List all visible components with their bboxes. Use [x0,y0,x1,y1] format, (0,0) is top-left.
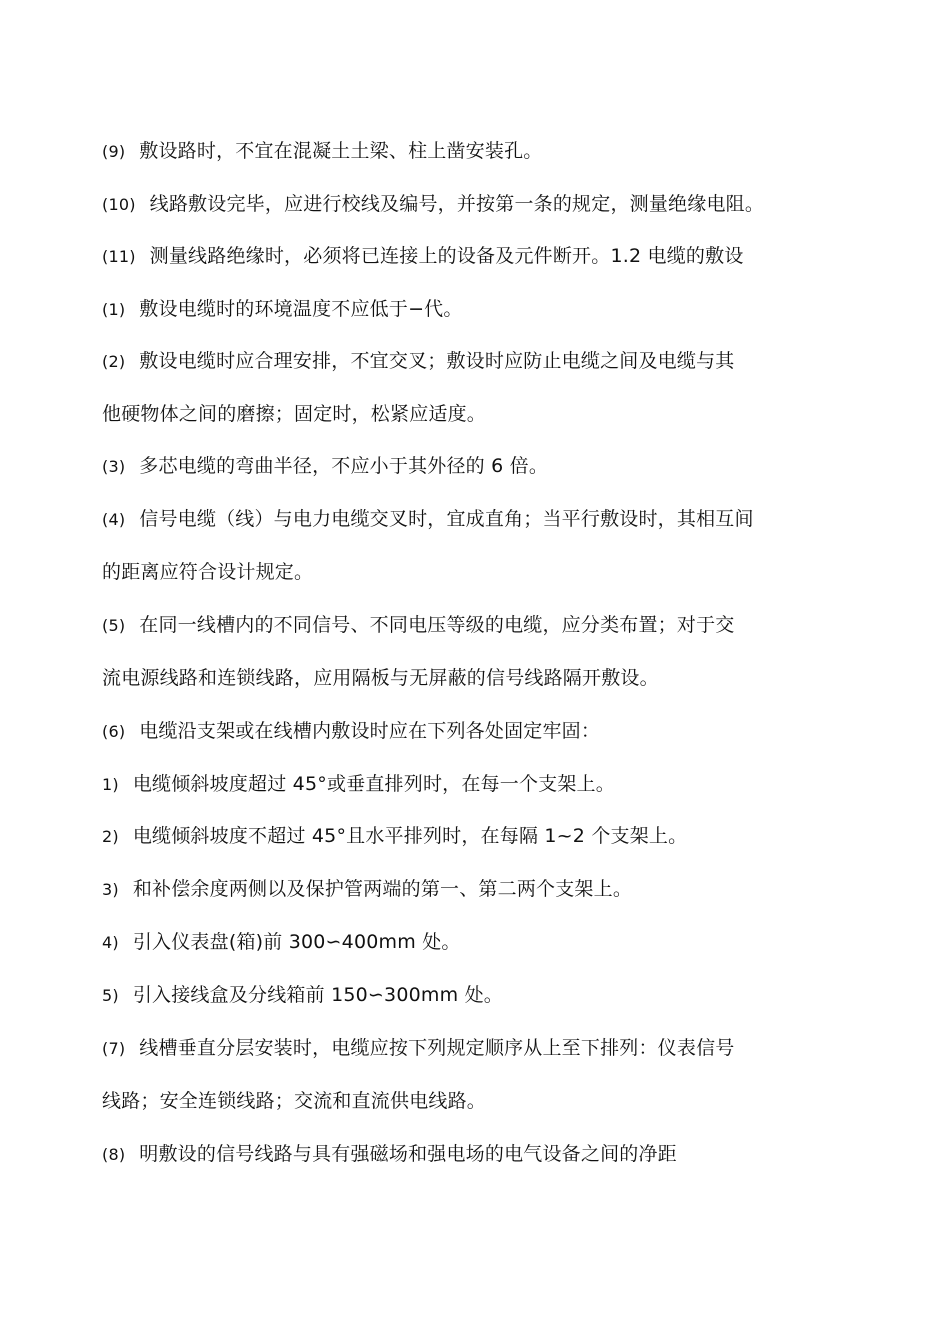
item-number: (8) [102,1145,126,1164]
item-text: 敷设电缆时应合理安排，不宜交叉；敷设时应防止电缆之间及电缆与其 [139,350,735,372]
item-number: 5) [102,986,119,1005]
item-text: 信号电缆（线）与电力电缆交叉时，宜成直角；当平行敷设时，其相互间 [139,508,754,530]
text-line [102,823,687,850]
item-text: 和补偿余度两侧以及保护管两端的第一、第二两个支架上。 [132,878,633,900]
item-number: (5) [102,616,126,635]
text-line [102,665,659,691]
text-line [102,453,548,480]
item-text: 明敷设的信号线路与具有强磁场和强电场的电气设备之间的净距 [139,1143,677,1165]
item-number: 2) [102,827,119,846]
text-line [102,612,734,639]
item-number: 3) [102,880,119,899]
item-text: 电缆倾斜坡度不超过 45°且水平排列时，在每隔 1~2 个支架上。 [132,825,688,847]
item-number: (2) [102,352,126,371]
text-line [102,191,764,218]
text-line [102,1141,677,1168]
text-line [102,771,615,798]
text-line [102,401,486,427]
text-line [102,876,632,903]
item-text: 线槽垂直分层安装时，电缆应按下列规定顺序从上至下排列：仪表信号 [139,1037,735,1059]
text-line [102,138,542,165]
item-text: 测量线路绝缘时，必须将已连接上的设备及元件断开。1.2 电缆的敷设 [149,245,744,267]
item-number: (1) [102,300,126,319]
item-text: 电缆沿支架或在线槽内敷设时应在下列各处固定牢固： [139,720,601,742]
item-text: 线路；安全连锁线路；交流和直流供电线路。 [102,1090,487,1112]
item-text: 在同一线槽内的不同信号、不同电压等级的电缆，应分类布置；对于交 [139,614,735,636]
text-line [102,982,503,1009]
item-text: 线路敷设完毕，应进行校线及编号，并按第一条的规定，测量绝缘电阻。 [149,193,765,215]
item-number: 4) [102,933,119,952]
item-text: 他硬物体之间的磨擦；固定时，松紧应适度。 [102,403,487,425]
item-number: 1) [102,775,119,794]
item-text: 多芯电缆的弯曲半径，不应小于其外径的 6 倍。 [139,455,549,477]
item-number: (10) [102,195,136,214]
item-text: 引入接线盒及分线箱前 150∽300mm 处。 [132,984,503,1006]
item-number: (6) [102,722,126,741]
item-text: 敷设路时，不宜在混凝土土梁、柱上凿安装孔。 [139,140,543,162]
text-line [102,929,461,956]
text-line [102,506,754,533]
item-number: (9) [102,142,126,161]
text-line [102,296,463,323]
item-number: (4) [102,510,126,529]
text-line [102,348,734,375]
text-line [102,718,600,745]
item-text: 引入仪表盘(箱)前 300∽400mm 处。 [132,931,461,953]
item-number: (7) [102,1039,126,1058]
item-text: 的距离应符合设计规定。 [102,561,314,583]
item-text: 电缆倾斜坡度超过 45°或垂直排列时，在每一个支架上。 [132,773,615,795]
text-line [102,243,744,270]
text-line [102,1035,734,1062]
text-line [102,1088,486,1114]
text-line [102,559,313,585]
item-text: 流电源线路和连锁线路，应用隔板与无屏蔽的信号线路隔开敷设。 [102,667,659,689]
item-text: 敷设电缆时的环境温度不应低于−代。 [139,298,463,320]
item-number: (11) [102,247,136,266]
item-number: (3) [102,457,126,476]
